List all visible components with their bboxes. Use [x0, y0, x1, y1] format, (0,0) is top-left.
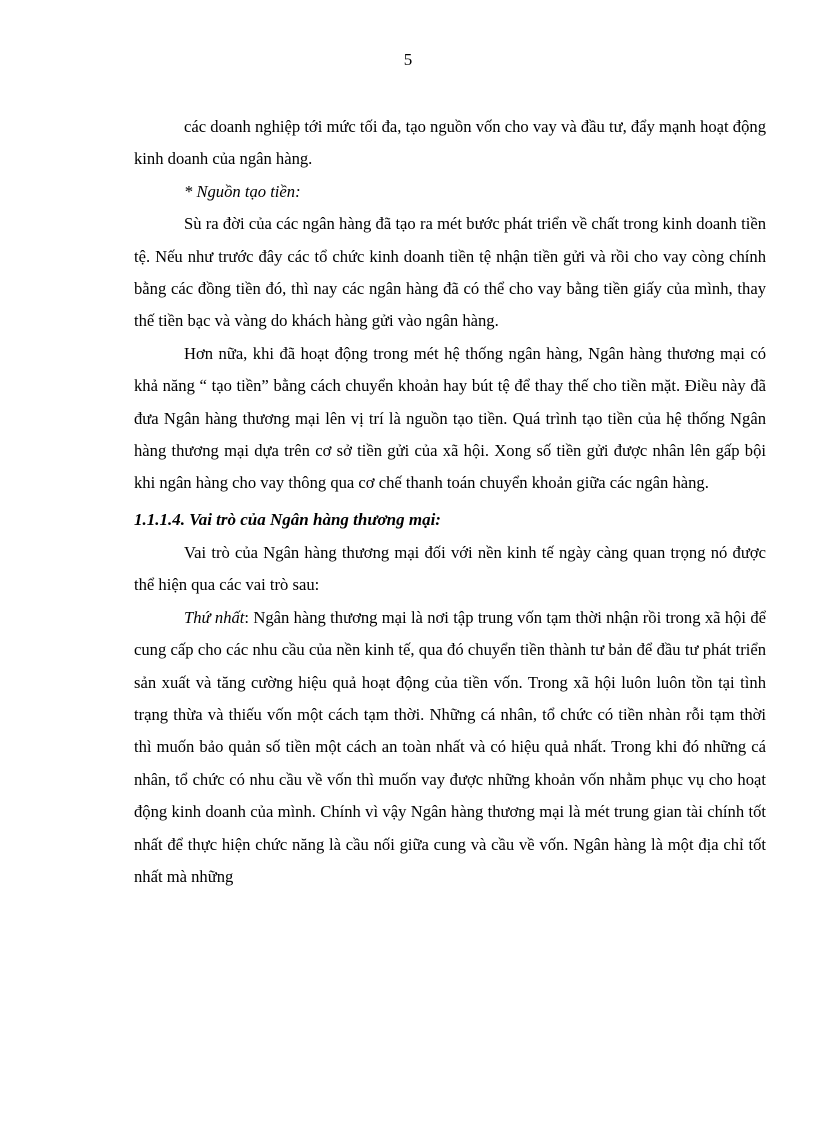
paragraph-bank-origin: Sù ra đời của các ngân hàng đã tạo ra mét bước phát triển về chất trong kinh doanh tiền tệ. Nếu như trước đây các tổ chức kinh doanh tiền tệ nhận tiền gửi và rồi cho vay còng chính bằng các đồng tiền đó, thì nay các ngân hàng đã có thể cho vay bằng tiền giấy của mình, thay thế tiền bạc và vàng do khách hàng gửi vào ngân hàng. [134, 214, 766, 331]
section-heading: 1.1.1.4. Vai trò của Ngân hàng thương mại: [134, 509, 441, 529]
paragraph-money-creation: Hơn nữa, khi đã hoạt động trong mét hệ thống ngân hàng, Ngân hàng thương mại có khả năng “ tạo tiền” bằng cách chuyển khoản hay bút tệ để thay thế cho tiền mặt. Điều này đã đưa Ngân hàng thương mại lên vị trí là nguồn tạo tiền. Quá trình tạo tiền của hệ thống Ngân hàng thương mại dựa trên cơ sở tiền gửi của xã hội. Xong số tiền gửi được nhân lên gấp bội khi ngân hàng cho vay thông qua cơ chế thanh toán chuyển khoản giữa các ngân hàng. [134, 343, 766, 493]
page-number: 5 [403, 50, 413, 69]
paragraph-first-role-text: : Ngân hàng thương mại là nơi tập trung vốn tạm thời nhận rồi trong xã hội để cung cấp cho các nhu cầu của nền kinh tế, qua đó chuyển tiền thành tư bản để đầu tư phát triển sản xuất và tăng cường hiệu quả hoạt động của tiền vốn. Trong xã hội luôn luôn tồn tại tình trạng thừa và thiếu vốn một cách tạm thời. Những cá nhân, tổ chức có tiền nhàn rỗi tạm thời thì muốn bảo quản số tiền một cách an toàn nhất và có hiệu quả nhất. Trong khi đó những cá nhân, tổ chức có nhu cầu về vốn thì muốn vay được những khoản vốn nhằm phục vụ cho hoạt động kinh doanh của mình. Chính vì vậy Ngân hàng thương mại là mét trung gian tài chính tốt nhất để thực hiện chức năng là cầu nối giữa cung và cầu về vốn. Ngân hàng là một địa chỉ tốt nhất mà những [134, 607, 767, 886]
sub-heading-money-creation: * Nguồn tạo tiền: [184, 181, 301, 201]
lead-in-first: Thứ nhất [184, 607, 245, 627]
paragraph-role-intro: Vai trò của Ngân hàng thương mại đối với nền kinh tế ngày càng quan trọng nó được thể hiện qua các vai trò sau: [134, 542, 766, 595]
paragraph-first-role [134, 602, 766, 894]
body-text [134, 111, 766, 893]
paragraph-continuation: các doanh nghiệp tới mức tối đa, tạo nguồn vốn cho vay và đầu tư, đẩy mạnh hoạt động kinh doanh của ngân hàng. [134, 117, 766, 169]
